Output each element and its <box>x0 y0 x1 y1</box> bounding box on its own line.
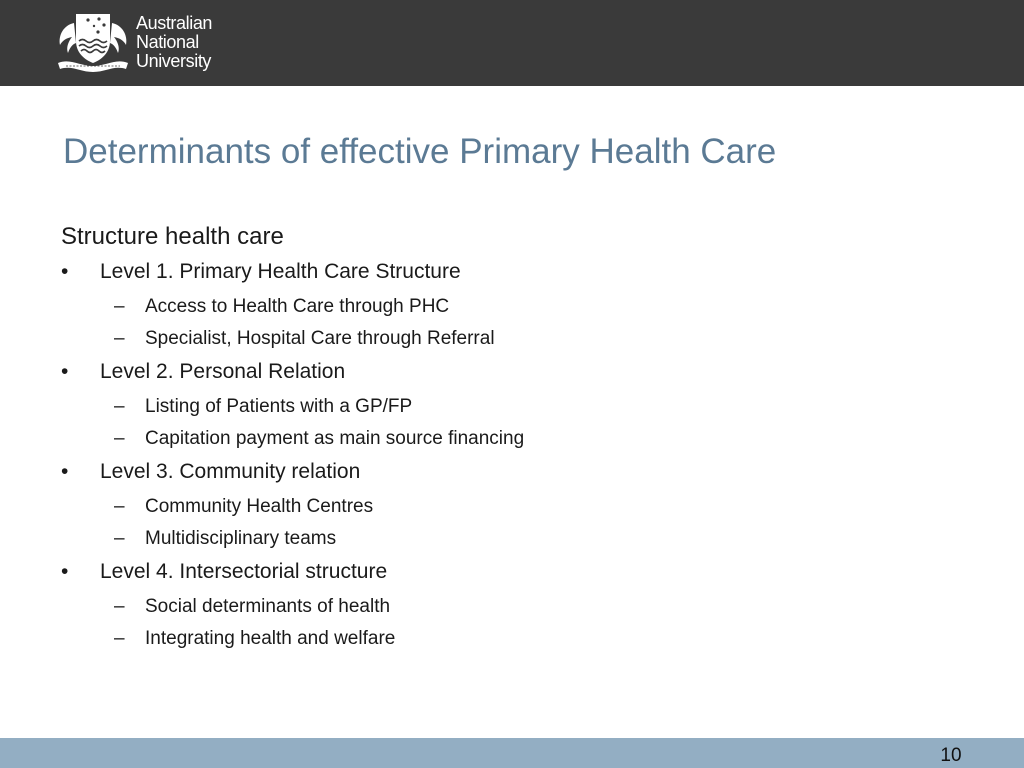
level-bullet <box>61 459 961 485</box>
dash-icon: – <box>114 596 125 617</box>
page-number: 10 <box>940 745 962 766</box>
sub-list <box>61 291 961 355</box>
university-logo <box>52 11 232 75</box>
crest-icon <box>52 11 134 75</box>
level-block <box>61 259 961 355</box>
sub-item <box>61 591 961 623</box>
footer-bar <box>0 738 1024 768</box>
sub-item <box>61 291 961 323</box>
sub-item <box>61 391 961 423</box>
dash-icon: – <box>114 628 125 649</box>
section-heading: Structure health care <box>61 223 284 250</box>
dash-icon: – <box>114 428 125 449</box>
slide-title: Determinants of effective Primary Health Care <box>63 132 777 171</box>
sub-item <box>61 423 961 455</box>
sub-item-label: Social determinants of health <box>145 596 391 617</box>
bullet-icon: • <box>61 260 69 283</box>
level-block <box>61 359 961 455</box>
level-label: Level 1. Primary Health Care Structure <box>100 260 461 283</box>
level-bullet <box>61 559 961 585</box>
level-label: Level 3. Community relation <box>100 460 361 483</box>
dash-icon: – <box>114 396 125 417</box>
sub-item <box>61 323 961 355</box>
dash-icon: – <box>114 496 125 517</box>
dash-icon: – <box>114 528 125 549</box>
level-block <box>61 559 961 655</box>
university-name-line2: National <box>136 32 199 52</box>
sub-item-label: Access to Health Care through PHC <box>145 296 450 317</box>
header-bar <box>0 0 1024 86</box>
sub-list <box>61 591 961 655</box>
university-name-line3: University <box>136 51 212 71</box>
level-bullet <box>61 259 961 285</box>
level-label: Level 4. Intersectorial structure <box>100 560 388 583</box>
bullet-icon: • <box>61 360 69 383</box>
dash-icon: – <box>114 328 125 349</box>
sub-list <box>61 491 961 555</box>
sub-item <box>61 623 961 655</box>
sub-item-label: Multidisciplinary teams <box>145 528 337 549</box>
university-name-line1: Australian <box>136 13 213 33</box>
level-bullet <box>61 359 961 385</box>
sub-item <box>61 523 961 555</box>
sub-item-label: Specialist, Hospital Care through Referral <box>145 328 495 349</box>
level-block <box>61 459 961 555</box>
sub-item <box>61 491 961 523</box>
sub-item-label: Community Health Centres <box>145 496 374 517</box>
sub-list <box>61 391 961 455</box>
sub-item-label: Capitation payment as main source financing <box>145 428 525 449</box>
slide-content <box>61 221 961 659</box>
bullet-icon: • <box>61 560 69 583</box>
sub-item-label: Integrating health and welfare <box>145 628 396 649</box>
sub-item-label: Listing of Patients with a GP/FP <box>145 396 413 417</box>
university-name <box>136 14 212 71</box>
dash-icon: – <box>114 296 125 317</box>
level-label: Level 2. Personal Relation <box>100 360 346 383</box>
bullet-icon: • <box>61 460 69 483</box>
